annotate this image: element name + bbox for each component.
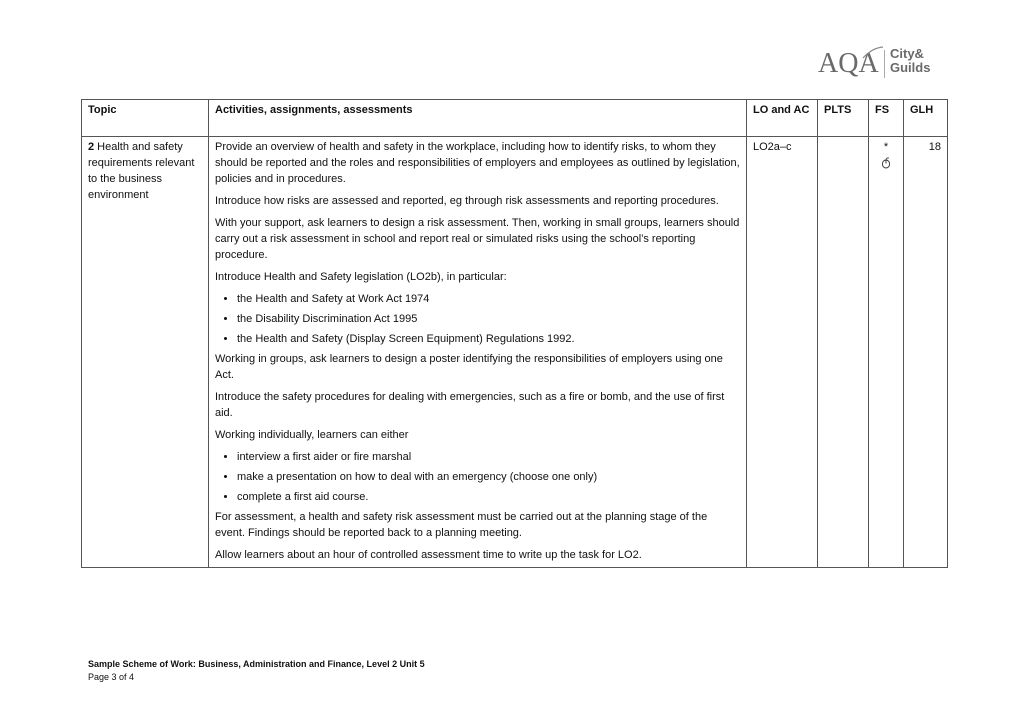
activities-cell [209, 137, 747, 568]
activity-paragraph: Introduce how risks are assessed and reported, eg through risk assessments and reporting procedures. [215, 195, 719, 207]
legislation-list [215, 291, 740, 347]
activity-paragraph: Working in groups, ask learners to design a poster identifying the responsibilities of employers using one Act. [215, 353, 723, 381]
glh-cell: 18 [904, 137, 948, 568]
activity-paragraph: Allow learners about an hour of controlled assessment time to write up the task for LO2. [215, 549, 642, 561]
activity-paragraph: Introduce the safety procedures for dealing with emergencies, such as a fire or bomb, and the use of first aid. [215, 391, 725, 419]
header-activities: Activities, assignments, assessments [209, 100, 747, 137]
mouse-icon [875, 157, 897, 174]
fs-cell [869, 137, 904, 568]
topic-cell [82, 137, 209, 568]
topic-number: 2 [88, 141, 95, 153]
fs-value: * [883, 141, 889, 153]
aqa-city-guilds-logo [818, 46, 942, 80]
page-footer [88, 658, 425, 684]
list-item: • complete a first aid course. [237, 489, 740, 505]
footer-title: Sample Scheme of Work: Business, Administration and Finance, Level 2 Unit 5 [88, 659, 425, 669]
activity-paragraph: With your support, ask learners to design a risk assessment. Then, working in small groups, learners should carry out a risk assessment in school and report real or simulated risks using the school’s reporting procedure. [215, 217, 740, 261]
list-item: • the Health and Safety (Display Screen Equipment) Regulations 1992. [237, 331, 740, 347]
list-item: • the Disability Discrimination Act 1995 [237, 311, 740, 327]
list-item: • interview a first aider or fire marshal [237, 449, 740, 465]
list-item: • the Health and Safety at Work Act 1974 [237, 291, 740, 307]
plts-cell [818, 137, 869, 568]
activity-paragraph: For assessment, a health and safety risk assessment must be carried out at the planning stage of the event. Findings should be reported back to a planning meeting. [215, 511, 708, 539]
header-glh: GLH [904, 100, 948, 137]
header-row [82, 100, 948, 137]
header-plts: PLTS [818, 100, 869, 137]
aqa-swoosh-icon [862, 46, 884, 60]
lo-and-ac-cell: LO2a–c [747, 137, 818, 568]
topic-title: Health and safety requirements relevant to the business environment [88, 141, 195, 201]
individual-tasks-list [215, 449, 740, 505]
header-fs: FS [869, 100, 904, 137]
table-row [82, 137, 948, 568]
city-guilds-logo-text [890, 47, 930, 75]
guilds-text: Guilds [890, 60, 931, 75]
header-topic: Topic [82, 100, 209, 137]
header-lo-and-ac: LO and AC [747, 100, 818, 137]
activity-paragraph: Provide an overview of health and safety in the workplace, including how to identify risks, to whom they should be reported and the roles and responsibilities of employers and employees as outlined by legislation, policies and in procedures. [215, 141, 740, 185]
list-item: • make a presentation on how to deal with an emergency (choose one only) [237, 469, 740, 485]
activity-paragraph: Introduce Health and Safety legislation (LO2b), in particular: [215, 271, 507, 283]
scheme-of-work-table [81, 99, 948, 568]
city-text: City& [890, 46, 924, 61]
aqa-logo-text: AQA [818, 48, 879, 79]
logo-divider [884, 50, 885, 78]
activity-paragraph: Working individually, learners can either [215, 429, 409, 441]
page-number: Page 3 of 4 [88, 672, 135, 682]
